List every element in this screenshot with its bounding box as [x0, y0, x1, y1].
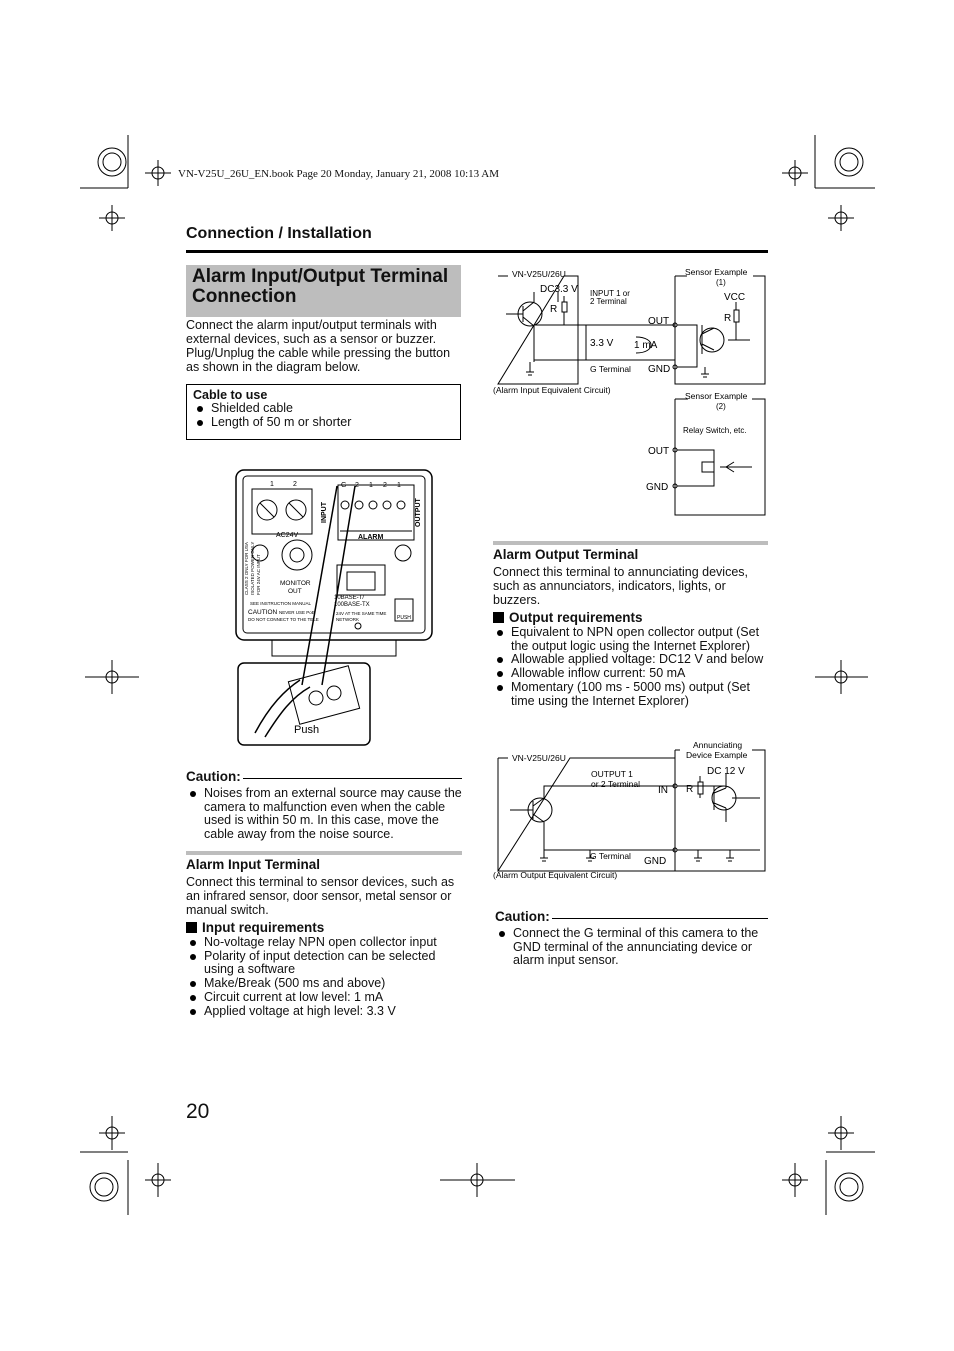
- monitor-label: OUT: [288, 588, 302, 595]
- output-requirement-item: Momentary (100 ms - 5000 ms) output (Set time using the Internet Explorer): [493, 681, 768, 708]
- cable-box: [186, 384, 461, 440]
- caution-label: NETWORK: [336, 617, 359, 622]
- in-label: IN: [658, 785, 668, 796]
- alarm-input-heading: Alarm Input Terminal: [186, 857, 321, 872]
- output-circuit-caption: (Alarm Output Equivalent Circuit): [493, 870, 618, 880]
- input-label: INPUT: [321, 502, 328, 523]
- resistor-label: R: [550, 304, 558, 315]
- alarm-terminal-label: 1: [369, 482, 373, 489]
- device-label: Device Example: [686, 750, 748, 760]
- alarm-input-rule: [186, 851, 462, 855]
- caution-2: [495, 909, 768, 968]
- caution-2-rule: [552, 918, 768, 919]
- output-requirements-heading: Output requirements: [493, 610, 768, 625]
- manual-label: SEE INSTRUCTION MANUAL: [250, 601, 312, 606]
- input-requirement-item: Circuit current at low level: 1 mA: [186, 991, 462, 1005]
- lan-label: 100BASE-TX: [334, 602, 370, 608]
- terminal-1-label: 1: [270, 481, 274, 488]
- cable-list: [193, 402, 454, 429]
- gnd-label: GND: [644, 856, 667, 867]
- gnd-label: GND: [648, 364, 671, 375]
- caution-1-rule: [243, 778, 462, 779]
- cable-heading: Cable to use: [193, 388, 268, 402]
- voltage-label: 3.3 V: [590, 338, 614, 349]
- gnd-label: GND: [646, 482, 669, 493]
- alarm-output-heading: Alarm Output Terminal: [493, 547, 639, 562]
- out-label: OUT: [648, 316, 670, 327]
- output-label: OUTPUT: [415, 498, 422, 527]
- sensor-example-1: Sensor Example: [685, 267, 748, 277]
- cable-item: Length of 50 m or shorter: [193, 416, 454, 430]
- device-label: Annunciating: [693, 740, 743, 750]
- input-requirement-item: Applied voltage at high level: 3.3 V: [186, 1005, 462, 1019]
- lan-label: 10BASE-T/: [334, 595, 365, 601]
- input-terminal-label: INPUT 1 or: [590, 289, 630, 298]
- sensor-example-2: Sensor Example: [685, 391, 748, 401]
- output-terminal-label: OUTPUT 1: [591, 769, 633, 779]
- input-requirement-item: No-voltage relay NPN open collector input: [186, 936, 462, 950]
- caution-1-item: Noises from an external source may cause the camera to malfunction even when the cable used is within 50 m. In this case, move the cable away from the noise source.: [186, 787, 462, 842]
- caution-label: DO NOT CONNECT TO THE TELE: [248, 617, 319, 622]
- vcc-label: VCC: [724, 292, 746, 303]
- output-terminal-label: or 2 Terminal: [591, 779, 640, 789]
- page-number: 20: [186, 1100, 210, 1123]
- input-requirements-heading: Input requirements: [186, 920, 462, 935]
- relay-label: Relay Switch, etc.: [683, 426, 747, 435]
- sensor-example-1-number: (1): [716, 278, 726, 287]
- class-label: CLASS 2 ONLY FOR USA: [244, 542, 249, 595]
- alarm-terminal-g: G: [341, 482, 347, 489]
- input-terminal-label: 2 Terminal: [590, 297, 627, 306]
- g-terminal-label: G Terminal: [590, 851, 631, 861]
- camera-label: VN-V25U/26U: [512, 753, 566, 763]
- page-title-box: [186, 265, 461, 317]
- alarm-input-section: [186, 851, 462, 1018]
- input-circuit-caption: (Alarm Input Equivalent Circuit): [493, 385, 611, 395]
- class-label: ISOLATED POWER ONLY: [250, 541, 255, 595]
- out-label: OUT: [648, 446, 670, 457]
- alarm-terminal-label: 2: [383, 482, 387, 489]
- terminal-2-label: 2: [293, 481, 297, 488]
- caution-label: 24V AT THE SAME TIME: [336, 611, 387, 616]
- caution-2-item: Connect the G terminal of this camera to the GND terminal of the annunciating device or alarm input sensor.: [495, 927, 768, 968]
- section-rule: [186, 250, 768, 253]
- rear-panel-illustration: [230, 465, 470, 750]
- output-requirement-item: Equivalent to NPN open collector output (Set the output logic using the Internet Explorer): [493, 626, 768, 653]
- sensor-resistor-label: R: [724, 313, 732, 324]
- caution-word: CAUTION: [248, 609, 278, 616]
- page-title: Alarm Input/Output Terminal Connection: [192, 266, 449, 307]
- input-equivalent-circuit: [490, 262, 770, 517]
- push-badge: PUSH: [397, 615, 411, 621]
- class-label: FOR 24V AC INPUT: [256, 554, 261, 595]
- ac24v-label: AC24V: [276, 532, 299, 539]
- caution-2-label: Caution:: [495, 909, 550, 924]
- alarm-terminal-label: 1: [397, 482, 401, 489]
- intro-paragraph: Connect the alarm input/output terminals with external devices, such as a sensor or buzzer. Plug/Unplug the cable while pressing the button as shown in the diagram below.: [186, 318, 451, 374]
- resistor-label: R: [686, 784, 694, 795]
- output-requirement-item: Allowable applied voltage: DC12 V and below: [493, 653, 768, 667]
- caution-1: [186, 769, 462, 842]
- alarm-input-body: Connect this terminal to sensor devices, such as an infrared sensor, door sensor, metal sensor or manual switch.: [186, 875, 455, 917]
- g-terminal-label: G Terminal: [590, 364, 631, 374]
- section-heading: Connection / Installation: [186, 225, 372, 242]
- camera-label: VN-V25U/26U: [512, 269, 566, 279]
- sensor-example-2-number: (2): [716, 402, 726, 411]
- dc-label: DC3.3 V: [540, 284, 578, 295]
- book-info-line: VN-V25U_26U_EN.book Page 20 Monday, January 21, 2008 10:13 AM: [178, 168, 500, 180]
- input-requirement-item: Make/Break (500 ms and above): [186, 977, 462, 991]
- alarm-terminal-label: 2: [355, 482, 359, 489]
- alarm-output-rule: [493, 541, 768, 545]
- alarm-output-body: Connect this terminal to annunciating devices, such as annunciators, indicators, lights, or buzzers.: [493, 565, 749, 607]
- alarm-label: ALARM: [358, 534, 384, 541]
- input-requirement-item: Polarity of input detection can be selected using a software: [186, 950, 462, 977]
- output-requirement-item: Allowable inflow current: 50 mA: [493, 667, 768, 681]
- caution-1-label: Caution:: [186, 769, 241, 784]
- caution-label: NEVER USE PoE: [279, 610, 315, 615]
- push-label: Push: [294, 724, 320, 736]
- cable-item: Shielded cable: [193, 402, 454, 416]
- monitor-label: MONITOR: [280, 580, 311, 587]
- current-label: 1 mA: [634, 340, 658, 351]
- dc-label: DC 12 V: [707, 766, 745, 777]
- alarm-output-section: [493, 541, 768, 708]
- output-equivalent-circuit: [490, 738, 770, 883]
